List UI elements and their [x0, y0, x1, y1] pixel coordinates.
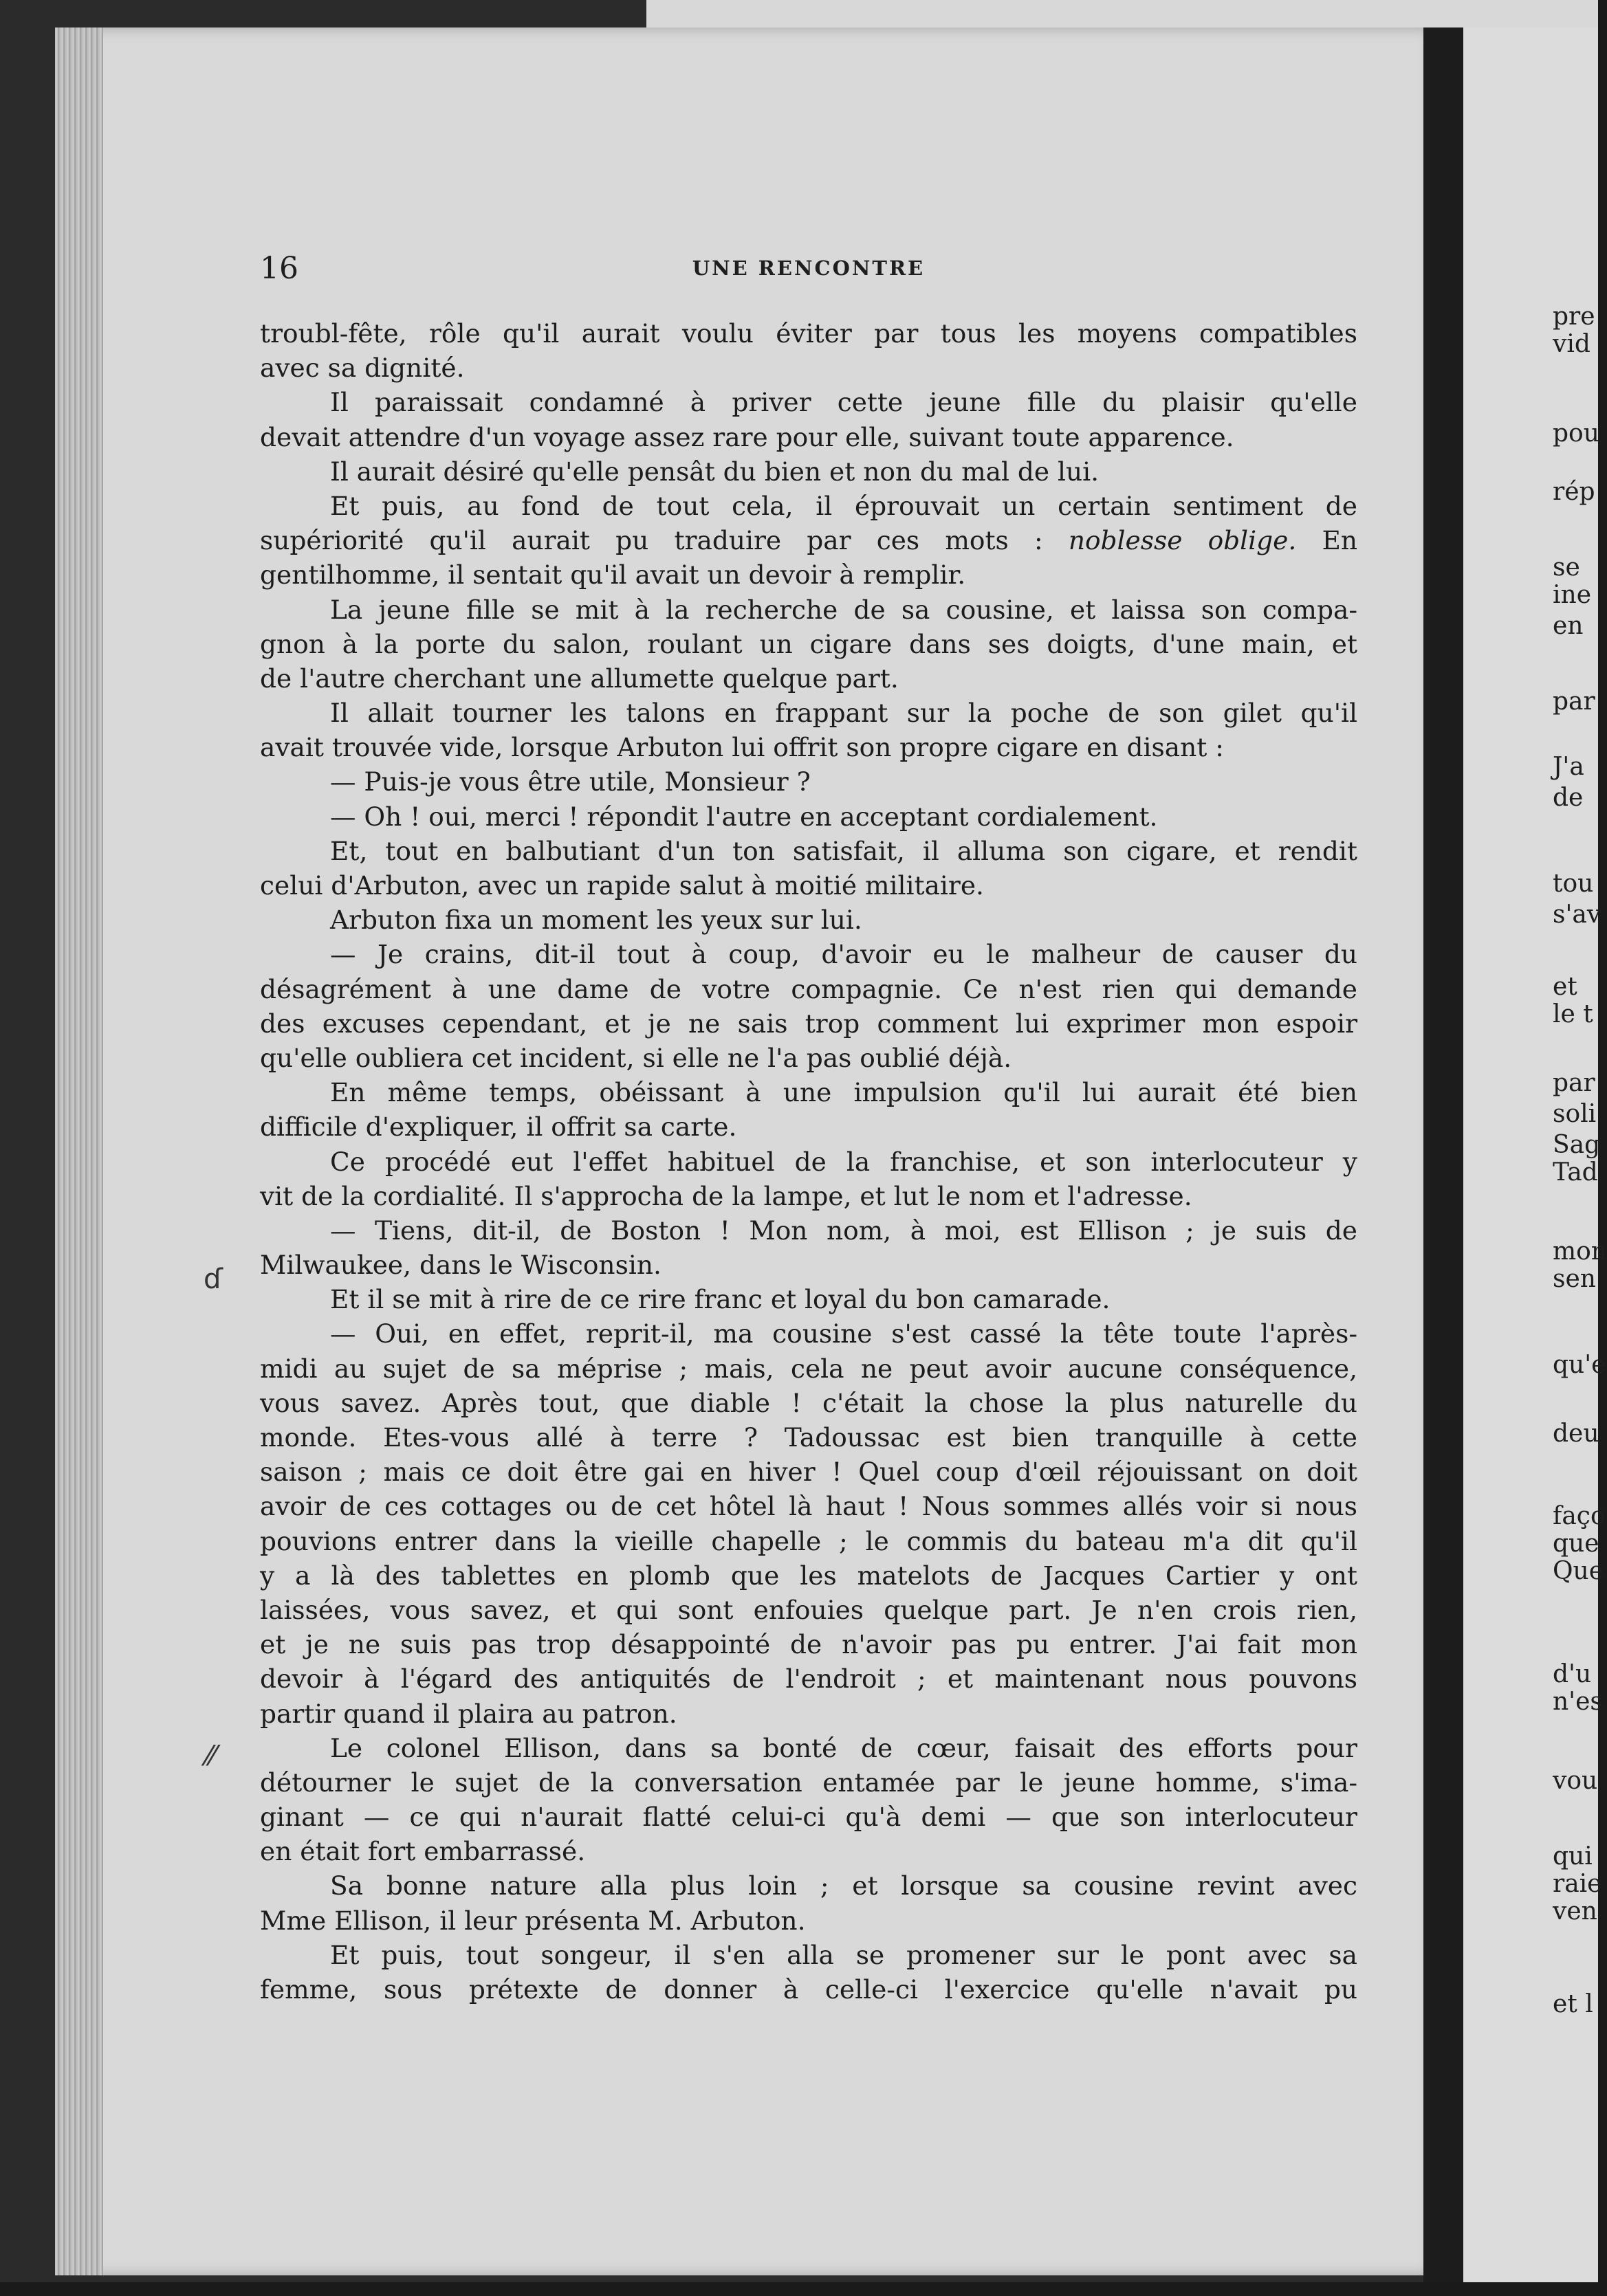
text-line: Sa bonne nature alla plus loin ; et lorsque sa cousine revint avec [330, 1870, 1357, 1901]
right-page-word: vou [1553, 1767, 1598, 1795]
text-line: — Puis-je vous être utile, Monsieur ? [330, 766, 811, 797]
right-page-word: d'u [1553, 1660, 1592, 1688]
running-title: UNE RENCONTRE [692, 256, 926, 280]
right-page-word: faço [1553, 1502, 1606, 1530]
text-line: — Tiens, dit-il, de Boston ! Mon nom, à moi, est Ellison ; je suis de [330, 1215, 1357, 1246]
text-line: Le colonel Ellison, dans sa bonté de cœur, faisait des efforts pour [330, 1732, 1357, 1763]
text-line: vous savez. Après tout, que diable ! c'était la chose la plus naturelle du [260, 1387, 1357, 1418]
text-line: et je ne suis pas trop désappointé de n'avoir pas pu entrer. J'ai fait mon [260, 1629, 1357, 1660]
text-line: La jeune fille se mit à la recherche de sa cousine, et laissa son compa- [330, 594, 1357, 625]
right-page-word: J'a [1553, 753, 1584, 781]
right-page-word: deu [1553, 1420, 1599, 1448]
text-line: partir quand il plaira au patron. [260, 1698, 677, 1729]
right-page-word: Sag [1553, 1131, 1601, 1159]
text-line: femme, sous prétexte de donner à celle-ci l'exercice qu'elle n'avait pu [260, 1974, 1357, 2005]
text-line: difficile d'expliquer, il offrit sa carte. [260, 1112, 737, 1143]
text-line: pouvions entrer dans la vieille chapelle ; le commis du bateau m'a dit qu'il [260, 1525, 1357, 1556]
top-page-strip [646, 0, 1598, 27]
text-line: gentilhomme, il sentait qu'il avait un devoir à remplir. [260, 560, 966, 590]
text-line: désagrément à une dame de votre compagnie. Ce n'est rien qui demande [260, 973, 1357, 1004]
text-line: vit de la cordialité. Il s'approcha de la lampe, et lut le nom et l'adresse. [260, 1180, 1192, 1211]
text-line: Il paraissait condamné à priver cette jeune fille du plaisir qu'elle [330, 387, 1357, 418]
text-line: Arbuton fixa un moment les yeux sur lui. [330, 905, 862, 936]
text-line: en était fort embarrassé. [260, 1836, 586, 1867]
right-page-word: de [1553, 784, 1584, 812]
page-edges [55, 27, 103, 2275]
right-page-fragments [1553, 302, 1607, 2296]
book-gutter [1423, 27, 1463, 2282]
margin-annotation-mark: ɗ [204, 1263, 223, 1295]
right-page-word: vid [1553, 330, 1590, 358]
text-line: Il allait tourner les talons en frappant sur la poche de son gilet qu'il [330, 698, 1357, 729]
text-line: gnon à la porte du salon, roulant un cigare dans ses doigts, d'une main, et [260, 628, 1357, 659]
text-line: — Oui, en effet, reprit-il, ma cousine s'est cassé la tête toute l'après- [330, 1318, 1357, 1349]
page-header [260, 251, 1357, 292]
right-page-word: Tad [1553, 1158, 1598, 1186]
text-line: ginant — ce qui n'aurait flatté celui-ci qu'à demi — que son interlocuteur [260, 1802, 1357, 1833]
right-page-word: s'av [1553, 901, 1601, 929]
text-line: Il aurait désiré qu'elle pensât du bien et non du mal de lui. [330, 456, 1100, 487]
right-page-word: rép [1553, 478, 1595, 506]
text-line: — Je crains, dit-il tout à coup, d'avoir eu le malheur de causer du [330, 939, 1357, 970]
right-page-word: sen [1553, 1265, 1596, 1293]
right-page-word: se [1553, 553, 1580, 582]
right-page-word: que [1553, 1530, 1599, 1558]
text-line: supériorité qu'il aurait pu traduire par ces mots : noblesse oblige. En [260, 525, 1357, 556]
body-text [260, 316, 1357, 2007]
text-line: midi au sujet de sa méprise ; mais, cela ne peut avoir aucune conséquence, [260, 1353, 1357, 1384]
text-line: devait attendre d'un voyage assez rare pour elle, suivant toute apparence. [260, 421, 1234, 452]
right-page-word: ine [1553, 581, 1592, 609]
text-line: avait trouvée vide, lorsque Arbuton lui offrit son propre cigare en disant : [260, 732, 1224, 763]
right-page-word: ven [1553, 1897, 1597, 1925]
text-line: Ce procédé eut l'effet habituel de la franchise, et son interlocuteur y [330, 1146, 1357, 1177]
right-page-word: qui [1553, 1842, 1593, 1870]
right-page-word: le t [1553, 1000, 1593, 1028]
right-page-word: qu'e [1553, 1351, 1606, 1379]
right-page-word: soli [1553, 1100, 1597, 1128]
right-page-word: n'es [1553, 1688, 1603, 1716]
text-line: détourner le sujet de la conversation entamée par le jeune homme, s'ima- [260, 1767, 1357, 1798]
right-page-word: et [1553, 973, 1577, 1001]
text-line: Milwaukee, dans le Wisconsin. [260, 1250, 662, 1281]
text-line: Et puis, tout songeur, il s'en alla se promener sur le pont avec sa [330, 1939, 1357, 1970]
text-line: avoir de ces cottages ou de cet hôtel là haut ! Nous sommes allés voir si nous [260, 1491, 1357, 1522]
text-line: En même temps, obéissant à une impulsion qu'il lui aurait été bien [330, 1077, 1357, 1108]
text-line: saison ; mais ce doit être gai en hiver ! Quel coup d'œil réjouissant on doit [260, 1457, 1357, 1488]
text-line: y a là des tablettes en plomb que les matelots de Jacques Cartier y ont [260, 1560, 1357, 1591]
text-line: avec sa dignité. [260, 353, 465, 384]
right-page-word: Que [1553, 1557, 1604, 1585]
page-number: 16 [260, 251, 298, 286]
text-line: qu'elle oubliera cet incident, si elle ne l'a pas oublié déjà. [260, 1042, 1012, 1073]
text-line: Et il se mit à rire de ce rire franc et loyal du bon camarade. [330, 1284, 1111, 1315]
right-page-word: et l [1553, 1990, 1593, 2018]
right-page-word: pre [1553, 302, 1595, 331]
right-page-word: par [1553, 1069, 1595, 1097]
text-line: monde. Etes-vous allé à terre ? Tadoussac est bien tranquille à cette [260, 1422, 1357, 1453]
right-page-word: tou [1553, 870, 1594, 898]
text-line: Et puis, au fond de tout cela, il éprouvait un certain sentiment de [330, 490, 1357, 521]
right-page-word: par [1553, 687, 1595, 716]
right-page-word: raie [1553, 1870, 1602, 1898]
text-line: — Oh ! oui, merci ! répondit l'autre en acceptant cordialement. [330, 801, 1158, 832]
text-line: Mme Ellison, il leur présenta M. Arbuton. [260, 1905, 806, 1936]
right-page-word: mon [1553, 1237, 1607, 1266]
text-line: troubl-fête, rôle qu'il aurait voulu éviter par tous les moyens compatibles [260, 318, 1357, 349]
text-line: celui d'Arbuton, avec un rapide salut à moitié militaire. [260, 870, 984, 901]
right-page-word: pou [1553, 419, 1599, 448]
text-line: Et, tout en balbutiant d'un ton satisfait, il alluma son cigare, et rendit [330, 835, 1357, 866]
text-line: laissées, vous savez, et qui sont enfouies quelque part. Je n'en crois rien, [260, 1594, 1357, 1625]
margin-annotation-mark: ⁄⁄ [206, 1741, 216, 1772]
text-line: devoir à l'égard des antiquités de l'endroit ; et maintenant nous pouvons [260, 1664, 1357, 1695]
text-line: de l'autre cherchant une allumette quelque part. [260, 663, 899, 694]
text-line: des excuses cependant, et je ne sais trop comment lui exprimer mon espoir [260, 1008, 1357, 1039]
right-page-word: en [1553, 612, 1584, 640]
